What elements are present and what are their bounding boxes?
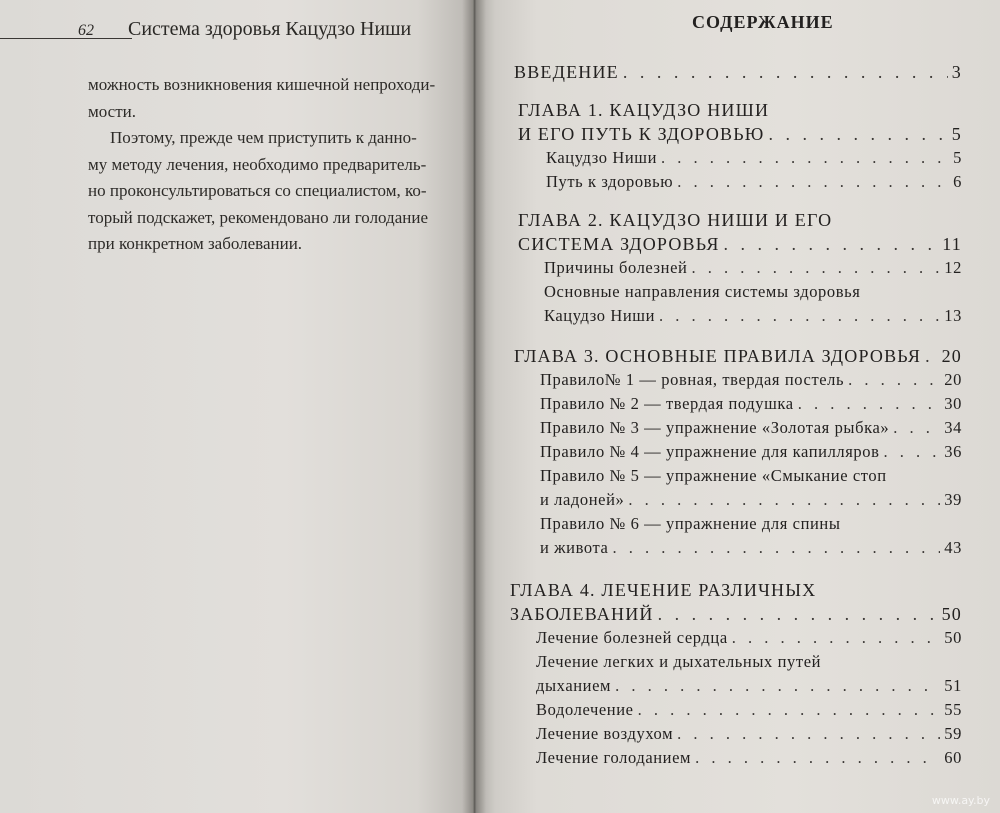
toc-leader (658, 604, 938, 625)
toc-entry-page: 5 (953, 148, 962, 167)
page-number: 62 (78, 22, 94, 39)
toc-entry-text: Кацудзо Ниши (544, 306, 656, 325)
toc-entry-text: Правило № 4 — упражнение для капилляров (540, 442, 880, 461)
toc-entry-page: 51 (944, 676, 962, 695)
toc-entry-text: Правило № 3 — упражнение «Золотая рыбка» (540, 418, 890, 437)
toc-leader (677, 724, 940, 744)
toc-section-line: Правило № 5 — упражнение «Смыкание стоп (540, 466, 887, 485)
toc-section-line: Основные направления системы здоровья (544, 282, 861, 301)
body-line: торый подскажет, рекомендовано ли голодание (88, 207, 428, 227)
toc-entry-text: Причины болезней (544, 258, 688, 277)
toc-entry (510, 604, 962, 628)
toc-entry-page: 20 (944, 370, 962, 389)
toc-section-line: Правило № 6 — упражнение для спины (540, 514, 841, 533)
toc-leader (925, 346, 938, 367)
toc-entry-text: ЗАБОЛЕВАНИЙ (510, 604, 654, 624)
toc-chapter-line: ГЛАВА 2. КАЦУДЗО НИШИ И ЕГО (518, 210, 833, 230)
toc-chapter-line: ГЛАВА 1. КАЦУДЗО НИШИ (518, 100, 770, 120)
toc-entry (536, 724, 962, 748)
toc-entry (514, 346, 962, 370)
toc-leader (732, 628, 941, 648)
toc-entry (536, 676, 962, 700)
toc-leader (661, 148, 949, 168)
toc-entry-page: 43 (944, 538, 962, 557)
toc-entry-page: 55 (944, 700, 962, 719)
toc-entry-text: Кацудзо Ниши (546, 148, 658, 167)
toc-chapter-line: ГЛАВА 4. ЛЕЧЕНИЕ РАЗЛИЧНЫХ (510, 580, 817, 600)
toc-entry (540, 418, 962, 442)
toc-entry-text: Правило№ 1 — ровная, твердая постель (540, 370, 845, 389)
toc-entry (546, 172, 962, 196)
toc-entry-text: ГЛАВА 3. ОСНОВНЫЕ ПРАВИЛА ЗДОРОВЬЯ (514, 346, 922, 366)
toc-leader (724, 234, 939, 255)
body-line: но проконсультироваться со специалистом, ко- (88, 181, 427, 200)
toc-entry-page: 13 (944, 306, 962, 325)
toc-entry (540, 490, 962, 514)
toc-entry-page: 6 (953, 172, 962, 191)
toc-entry (544, 306, 962, 330)
toc-entry-text: Лечение голоданием (536, 748, 692, 767)
right-page (474, 0, 1000, 813)
toc-leader (623, 62, 948, 83)
body-line: при конкретном заболевании. (88, 234, 303, 253)
toc-title: СОДЕРЖАНИЕ (692, 12, 834, 32)
toc-entry (536, 628, 962, 652)
toc-leader (638, 700, 941, 720)
toc-entry-text: Путь к здоровью (546, 172, 674, 191)
toc-entry-page: 39 (944, 490, 962, 509)
toc-entry-text: Лечение болезней сердца (536, 628, 728, 647)
toc-entry-page: 3 (951, 62, 962, 82)
toc-entry-text: ВВЕДЕНИЕ (514, 62, 619, 82)
toc-leader (612, 538, 940, 558)
toc-entry-page: 36 (944, 442, 962, 461)
toc-entry-page: 59 (944, 724, 962, 743)
toc-entry-text: и ладоней» (540, 490, 625, 509)
toc-entry (544, 258, 962, 282)
toc-leader (615, 676, 940, 696)
toc-entry (518, 124, 962, 148)
toc-entry-page: 50 (944, 628, 962, 647)
toc-entry-page: 30 (944, 394, 962, 413)
body-line: мости. (88, 101, 137, 121)
toc-entry (536, 700, 962, 724)
toc-leader (659, 306, 940, 326)
toc-entry (518, 234, 962, 258)
toc-entry (540, 370, 962, 394)
toc-leader (893, 418, 940, 438)
toc-entry-page: 11 (942, 234, 962, 254)
watermark: www.ay.by (931, 794, 990, 807)
toc-leader (798, 394, 941, 414)
toc-entry-text: И ЕГО ПУТЬ К ЗДОРОВЬЮ (518, 124, 765, 144)
toc-entry-text: Водолечение (536, 700, 634, 719)
toc-leader (695, 748, 940, 768)
toc-entry (540, 442, 962, 466)
left-page (0, 0, 474, 813)
toc-entry (536, 748, 962, 772)
toc-leader (884, 442, 941, 462)
running-head-title: Система здоровья Кацудзо Ниши (128, 18, 412, 40)
toc-leader (677, 172, 949, 192)
toc-entry-page: 34 (944, 418, 962, 437)
toc-entry (546, 148, 962, 172)
toc-entry-text: СИСТЕМА ЗДОРОВЬЯ (518, 234, 720, 254)
toc-entry-page: 50 (941, 604, 962, 624)
toc-leader (848, 370, 940, 390)
body-line: Поэтому, прежде чем приступить к данно- (110, 128, 417, 147)
toc-entry (514, 62, 962, 86)
toc-entry (540, 394, 962, 418)
toc-entry-text: дыханием (536, 676, 612, 695)
toc-leader (769, 124, 948, 145)
toc-entry-page: 12 (944, 258, 962, 277)
toc-entry-text: и живота (540, 538, 609, 557)
body-line: можность возникновения кишечной непроходи- (88, 75, 436, 94)
toc-entry-page: 60 (944, 748, 962, 767)
toc-entry (540, 538, 962, 562)
body-line: му методу лечения, необходимо предваритель- (88, 154, 427, 174)
body-text (88, 72, 452, 258)
toc-section-line: Лечение легких и дыхательных путей (536, 652, 822, 671)
running-head (78, 18, 411, 41)
toc-entry-page: 20 (941, 346, 962, 366)
toc-leader (691, 258, 940, 278)
toc-entry-page: 5 (951, 124, 962, 144)
book-gutter-shadow (462, 0, 486, 813)
toc-leader (628, 490, 940, 510)
toc-entry-text: Правило № 2 — твердая подушка (540, 394, 794, 413)
toc-entry-text: Лечение воздухом (536, 724, 674, 743)
